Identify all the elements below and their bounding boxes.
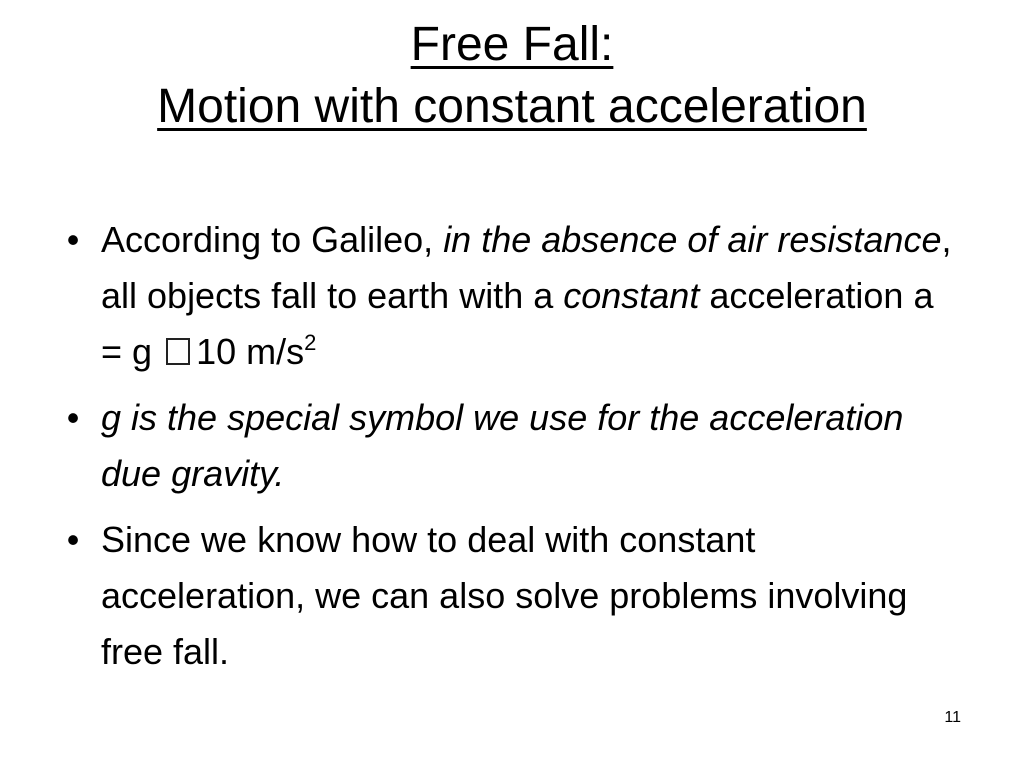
bullet-text-intro: According to Galileo, xyxy=(101,219,444,260)
bullet-marker: • xyxy=(66,519,80,560)
bullet-text-italic-constant: constant xyxy=(563,275,700,316)
bullet-item-galileo xyxy=(58,212,958,380)
title-line-2 xyxy=(0,76,1024,138)
bullet-item-free-fall xyxy=(58,512,958,680)
bullet-marker: • xyxy=(66,397,80,438)
bullet-text-free-fall: Since we know how to deal with constant acceleration, we can also solve problems involving free fall. xyxy=(101,519,908,672)
bullet-text-gravity-symbol: g is the special symbol we use for the acceleration due gravity. xyxy=(101,397,904,494)
bullet-text-objects: , all objects fall to earth with a xyxy=(101,219,952,316)
approx-symbol-missing-glyph-icon xyxy=(166,338,190,365)
page-number: 11 xyxy=(944,709,961,726)
title-line-1-text: Free Fall: xyxy=(410,18,614,71)
bullet-text-acceleration: acceleration a = g xyxy=(101,275,934,372)
title-line-1 xyxy=(0,14,1024,76)
bullet-text-value: 10 m/s xyxy=(196,331,305,372)
slide-title xyxy=(0,14,1024,138)
bullet-text-superscript: 2 xyxy=(304,330,317,355)
title-line-2-text: Motion with constant acceleration xyxy=(157,80,867,133)
bullet-marker: • xyxy=(66,219,80,260)
bullet-item-gravity-symbol xyxy=(58,390,958,502)
bullet-list xyxy=(58,212,958,690)
bullet-text-italic-condition: in the absence of air resistance xyxy=(443,219,942,260)
